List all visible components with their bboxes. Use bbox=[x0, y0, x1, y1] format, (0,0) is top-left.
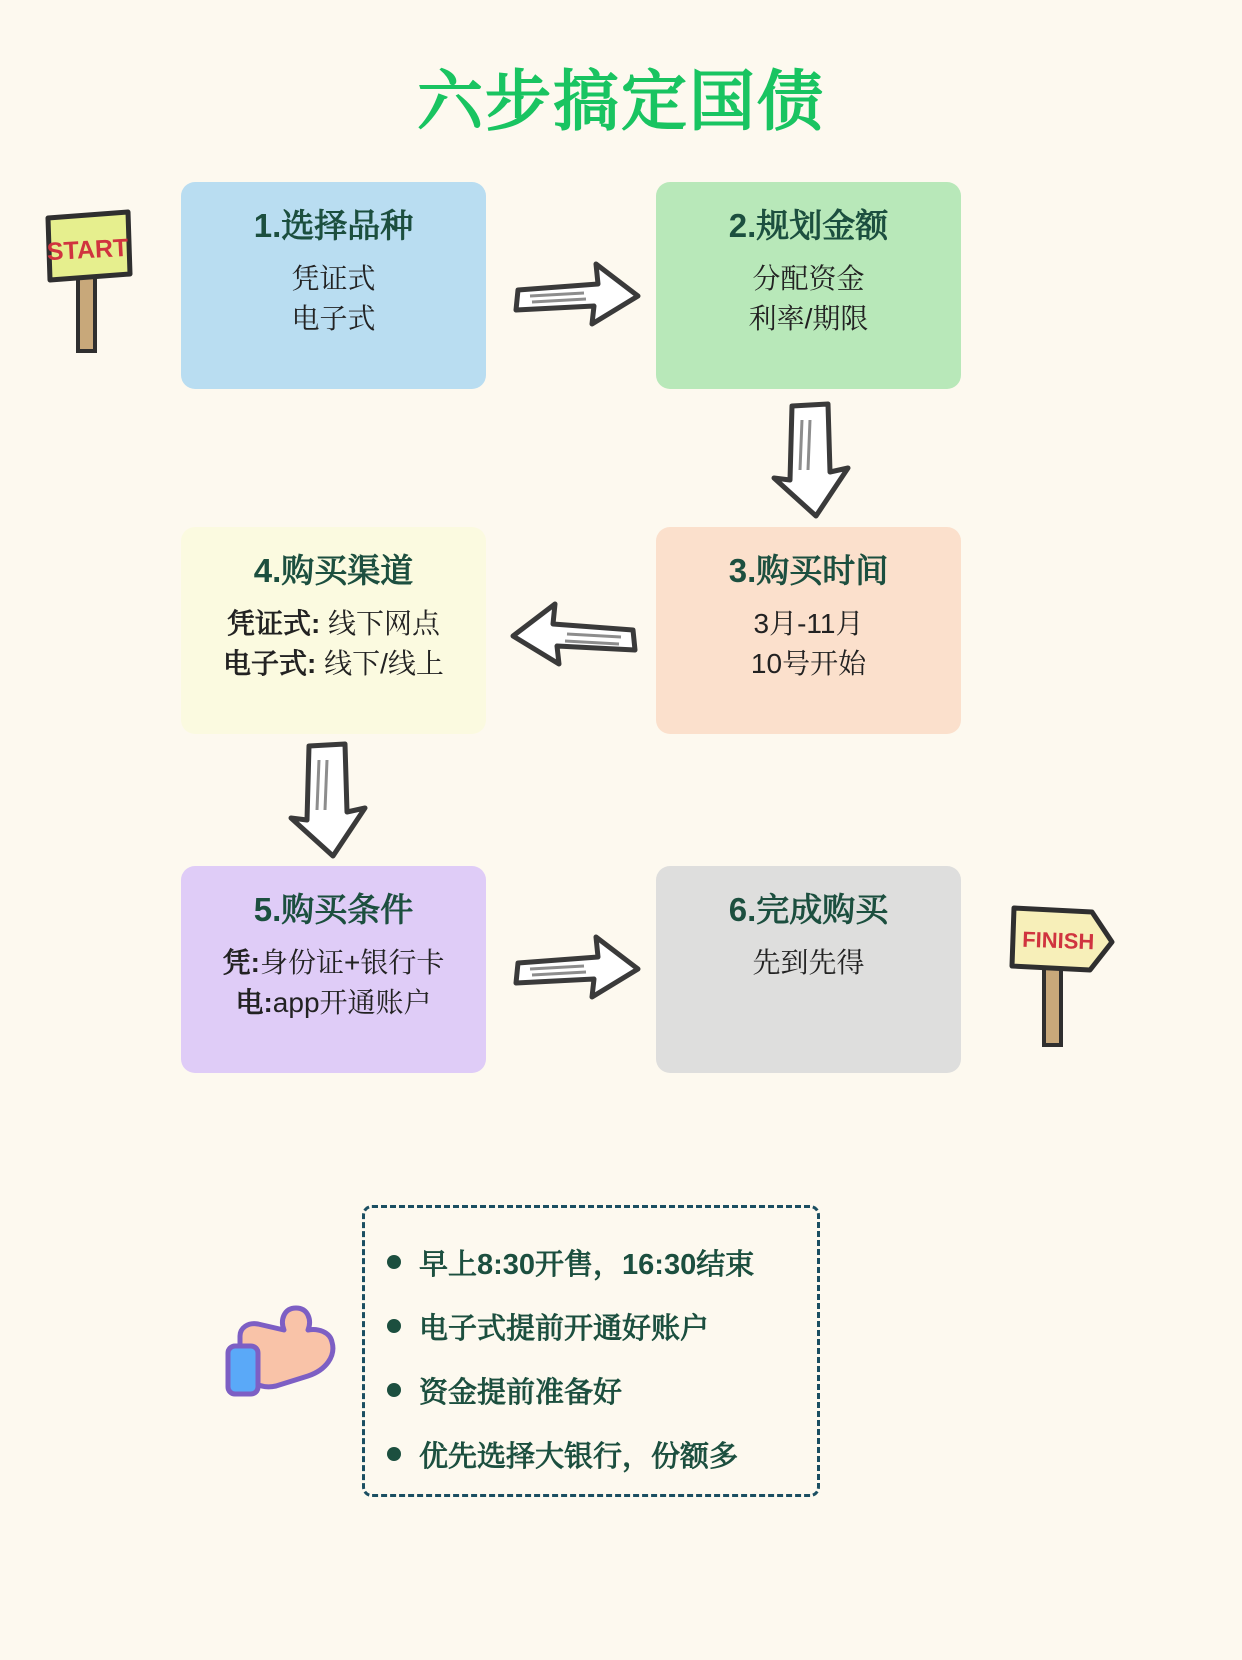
step-2-line-2: 利率/期限 bbox=[748, 302, 869, 334]
step-3-line-2: 10号开始 bbox=[750, 647, 867, 679]
step-4-line-1: 凭证式: 线下网点 bbox=[226, 608, 441, 639]
step-5-title: 5.购买条件 bbox=[253, 891, 414, 928]
step-card-5 bbox=[181, 866, 486, 1073]
finish-signpost bbox=[1000, 890, 1120, 1055]
tip-item-3 bbox=[387, 1358, 799, 1422]
arrow-right-step5-to-step6 bbox=[506, 925, 646, 1020]
step-5-line-2: 电:app开通账户 bbox=[235, 986, 432, 1018]
page-title: 六步搞定国债 bbox=[417, 64, 825, 138]
tips-box bbox=[362, 1205, 820, 1497]
tip-item-2 bbox=[387, 1294, 799, 1358]
step-1-title: 1.选择品种 bbox=[253, 207, 414, 244]
bullet-icon bbox=[387, 1319, 401, 1333]
finish-signpost-label: FINISH bbox=[1021, 926, 1095, 955]
step-6-title: 6.完成购买 bbox=[728, 891, 889, 928]
bullet-icon bbox=[387, 1447, 401, 1461]
tip-4-text: 优先选择大银行，份额多 bbox=[419, 1440, 739, 1473]
start-signpost bbox=[20, 196, 135, 361]
bullet-icon bbox=[387, 1383, 401, 1397]
tip-1-text: 早上8:30开售，16:30结束 bbox=[419, 1248, 755, 1281]
tip-3-text: 资金提前准备好 bbox=[419, 1376, 623, 1409]
step-card-6 bbox=[656, 866, 961, 1073]
arrow-down-step2-to-step3 bbox=[768, 398, 868, 528]
step-4-line-2: 电子式: 线下/线上 bbox=[223, 647, 444, 679]
tip-item-1 bbox=[387, 1230, 799, 1294]
arrow-down-step4-to-step5 bbox=[285, 738, 385, 868]
arrow-right-step1-to-step2 bbox=[506, 252, 646, 347]
bullet-icon bbox=[387, 1255, 401, 1269]
step-4-title: 4.购买渠道 bbox=[253, 552, 414, 589]
pointing-hand-icon bbox=[222, 1290, 352, 1415]
step-1-line-1: 凭证式 bbox=[291, 263, 376, 294]
step-card-2 bbox=[656, 182, 961, 389]
step-3-line-1: 3月-11月 bbox=[753, 608, 864, 639]
arrow-left-step3-to-step4 bbox=[505, 592, 645, 687]
start-signpost-label: START bbox=[46, 233, 130, 267]
step-card-1 bbox=[181, 182, 486, 389]
step-2-line-1: 分配资金 bbox=[752, 263, 865, 294]
tip-item-4 bbox=[387, 1422, 799, 1486]
step-5-line-1: 凭:身份证+银行卡 bbox=[222, 947, 445, 978]
tip-2-text: 电子式提前开通好账户 bbox=[419, 1312, 710, 1345]
step-3-title: 3.购买时间 bbox=[728, 552, 889, 589]
step-1-line-2: 电子式 bbox=[291, 302, 376, 334]
step-6-line-1: 先到先得 bbox=[752, 947, 865, 978]
step-card-3 bbox=[656, 527, 961, 734]
step-card-4 bbox=[181, 527, 486, 734]
step-2-title: 2.规划金额 bbox=[728, 207, 889, 244]
